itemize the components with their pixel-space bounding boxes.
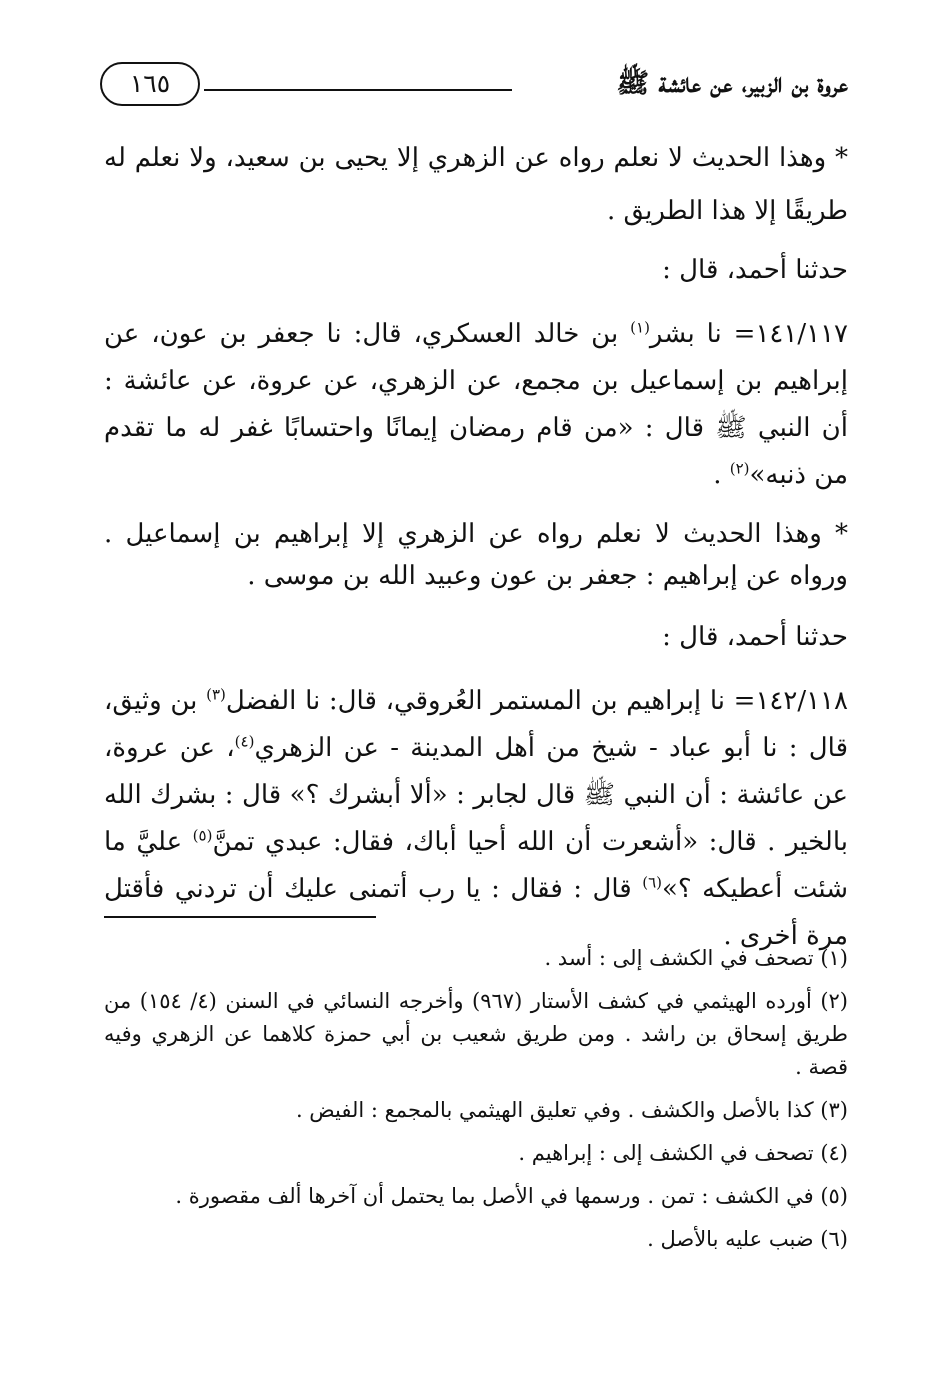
hadith-142-part-4: عليَّ ما شئت أعطيكه ؟» [104,827,849,904]
footnote-separator [104,916,376,918]
footnote-ref-5: (٥) [192,826,213,845]
footnote-5: (٥) في الكشف : تمن . ورسمها في الأصل بما يحتمل أن آخرها ألف مقصورة . [175,1184,848,1208]
paragraph-hadith-141 [104,311,848,499]
paragraph-chain-intro-2: حدثنا أحمد، قال : [662,622,848,652]
footnote-2: (٢) أورده الهيثمي في كشف الأستار (٩٦٧) وأخرجه النسائي في السنن (٤/ ١٥٤) من طريق إسحاق بن راشد . ومن طريق شعيب بن أبي حمزة كلاهما عن الزهري وفيه قصة . [104,989,848,1079]
footnote-ref-2: (٢) [729,459,750,478]
hadith-142-part-5: قال : فقال : يا رب أتمنى عليك أن تردني فأقتل مرة أخرى . [104,874,848,951]
footnote-3: (٣) كذا بالأصل والكشف . وفي تعليق الهيثمي بالمجمع : الفيض . [295,1098,848,1122]
footnote-ref-1: (١) [630,318,650,337]
footnote-4: (٤) تصحف في الكشف إلى : إبراهيم . [518,1141,848,1165]
footnote-ref-3: (٣) [206,685,226,704]
footnote-ref-6: (٦) [642,873,662,892]
hadith-141-text: بن خالد العسكري، قال: نا جعفر بن عون، عن إبراهيم بن إسماعيل بن مجمع، عن الزهري، عن عروة، عن عائشة : أن النبي ﷺ قال : «من قام رمضان إيمانًا واحتسابًا غفر له ما تقدم من ذنبه» [104,319,848,490]
hadith-142-part-2: بن وثيق، قال : نا أبو عباد - شيخ من أهل المدينة - عن الزهري [104,686,848,763]
hadith-141-end: . [713,460,722,490]
paragraph-commentary-2: * وهذا الحديث لا نعلم رواه عن الزهري إلا إبراهيم بن إسماعيل . ورواه عن إبراهيم : جعفر بن عون وعبيد الله بن موسى . [104,519,848,591]
hadith-142-opening: ١٤٢/١١٨= نا إبراهيم بن المستمر العُروقي، قال: نا الفضل [225,686,848,716]
footnote-6: (٦) ضبب عليه بالأصل . [647,1227,848,1251]
paragraph-chain-intro-1: حدثنا أحمد، قال : [662,255,848,285]
footnote-ref-4: (٤) [234,732,255,751]
page-header [100,62,848,110]
page-number: ١٦٥ [100,62,200,106]
footnotes [104,942,848,1266]
main-text [104,132,848,960]
hadith-141-opening: ١٤١/١١٧= نا بشر [649,319,849,349]
header-rule [204,89,512,91]
running-title: عروة بن الزبير، عن عائشة ﷺ [616,68,848,99]
paragraph-commentary-1: * وهذا الحديث لا نعلم رواه عن الزهري إلا يحيى بن سعيد، ولا نعلم له طريقًا إلا هذا الطريق . [104,143,848,226]
footnote-1: (١) تصحف في الكشف إلى : أسد . [544,946,848,970]
hadith-142-part-3: ، عن عروة، عن عائشة : أن النبي ﷺ قال لجابر : «ألا أبشرك ؟» قال : بشرك الله بالخير . قال: «أشعرت أن الله أحيا أباك، فقال: عبدي تمنَّ [104,733,848,857]
